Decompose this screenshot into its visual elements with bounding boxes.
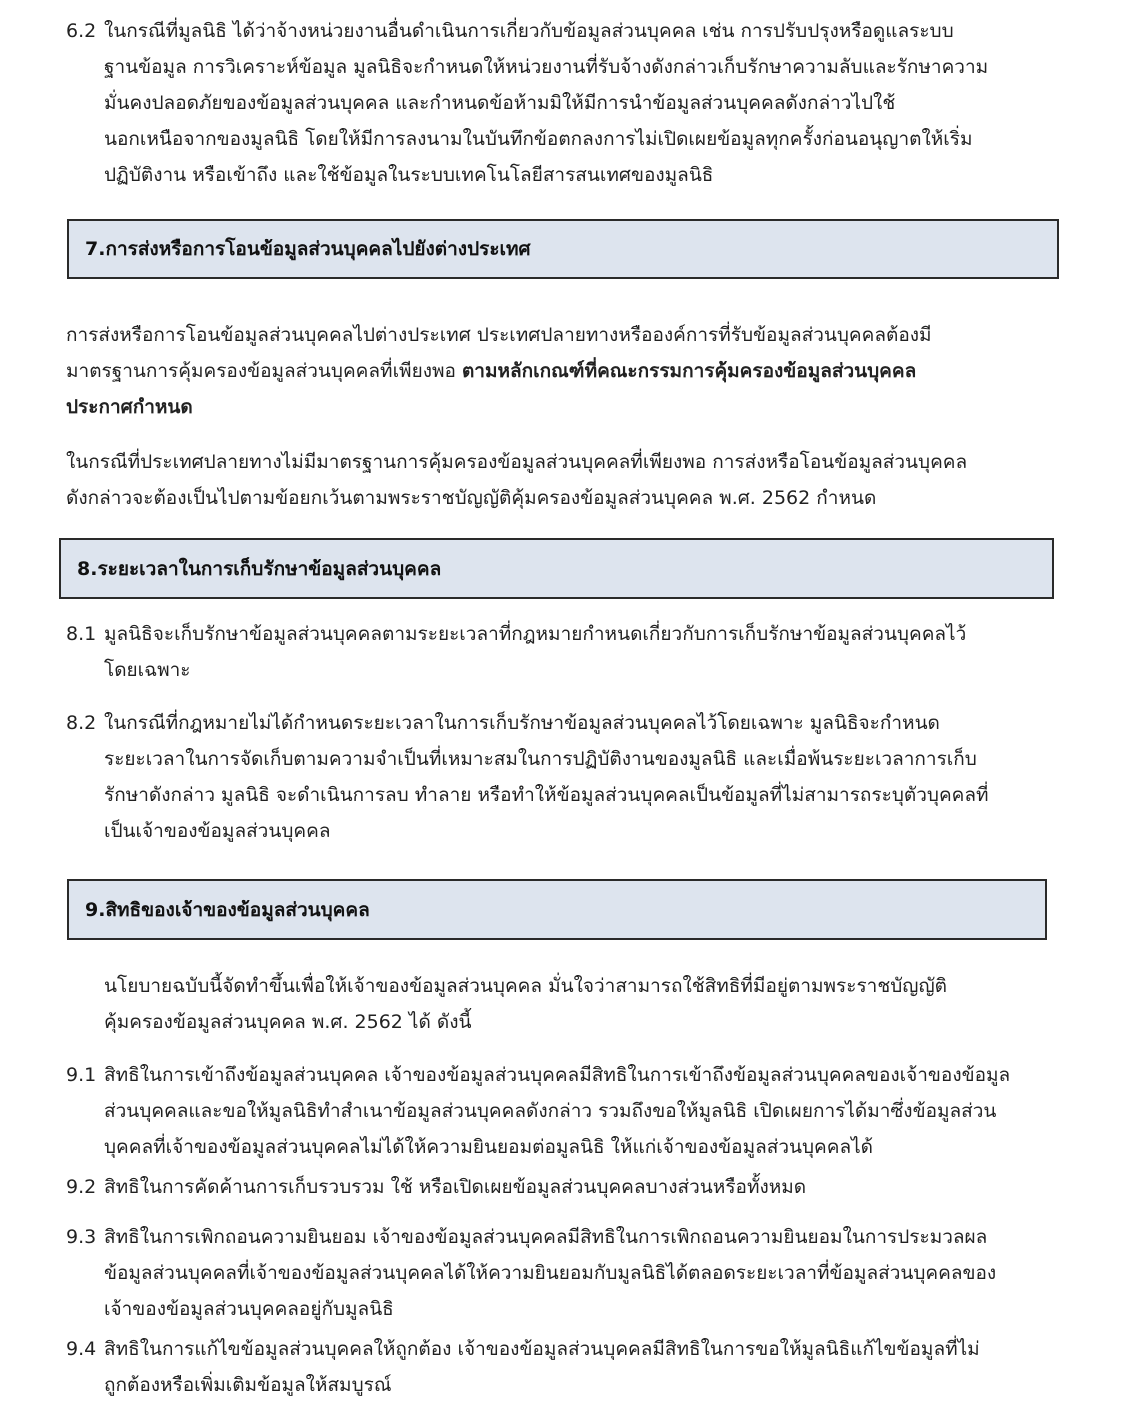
section-number-8-1: 8.1 bbox=[66, 623, 97, 645]
section-number-9-3: 9.3 bbox=[66, 1226, 97, 1248]
text-line: เป็นเจ้าของข้อมูลส่วนบุคคล bbox=[104, 820, 331, 842]
text-line: ฐานข้อมูล การวิเคราะห์ข้อมูล มูลนิธิจะกำหนดให้หน่วยงานที่รับจ้างดังกล่าวเก็บรักษาความลับและรักษาความ bbox=[104, 56, 989, 78]
text-line: สิทธิในการเข้าถึงข้อมูลส่วนบุคคล เจ้าของข้อมูลส่วนบุคคลมีสิทธิในการเข้าถึงข้อมูลส่วนบุคคลของเจ้าของข้อมูล bbox=[104, 1064, 1011, 1086]
section-heading-8 bbox=[59, 538, 1054, 599]
text-line: นอกเหนือจากของมูลนิธิ โดยให้มีการลงนามในบันทึกข้อตกลงการไม่เปิดเผยข้อมูลทุกครั้งก่อนอนุญาตให้เริ่ม bbox=[104, 128, 973, 150]
bold-text-line: ประกาศกำหนด bbox=[66, 396, 193, 418]
text-line: รักษาดังกล่าว มูลนิธิ จะดำเนินการลบ ทำลาย หรือทำให้ข้อมูลส่วนบุคคลเป็นข้อมูลที่ไม่สามารถระบุตัวบุคคลที่ bbox=[104, 784, 989, 806]
text-line: ในกรณีที่มูลนิธิ ได้ว่าจ้างหน่วยงานอื่นดำเนินการเกี่ยวกับข้อมูลส่วนบุคคล เช่น การปรับปรุงหรือดูแลระบบ bbox=[104, 20, 954, 42]
text-line: มูลนิธิจะเก็บรักษาข้อมูลส่วนบุคคลตามระยะเวลาที่กฎหมายกำหนดเกี่ยวกับการเก็บรักษาข้อมูลส่วนบุคคลไว้ bbox=[104, 623, 967, 645]
section-heading-8-label: 8.ระยะเวลาในการเก็บรักษาข้อมูลส่วนบุคคล bbox=[77, 557, 442, 580]
section-9-2-text bbox=[104, 1169, 1069, 1205]
text-line: นโยบายฉบับนี้จัดทำขึ้นเพื่อให้เจ้าของข้อมูลส่วนบุคคล มั่นใจว่าสามารถใช้สิทธิที่มีอยู่ตามพระราชบัญญัติ bbox=[104, 975, 947, 997]
text-line: สิทธิในการคัดค้านการเก็บรวบรวม ใช้ หรือเปิดเผยข้อมูลส่วนบุคคลบางส่วนหรือทั้งหมด bbox=[104, 1176, 807, 1198]
text-segment: มาตรฐานการคุ้มครองข้อมูลส่วนบุคคลที่เพียงพอ bbox=[66, 360, 462, 382]
section-heading-9-label: 9.สิทธิของเจ้าของข้อมูลส่วนบุคคล bbox=[85, 898, 370, 921]
text-line bbox=[66, 353, 1071, 389]
text-line: คุ้มครองข้อมูลส่วนบุคคล พ.ศ. 2562 ได้ ดังนี้ bbox=[104, 1011, 472, 1033]
section-8-1-text bbox=[104, 616, 1069, 688]
text-line: ในกรณีที่ประเทศปลายทางไม่มีมาตรฐานการคุ้มครองข้อมูลส่วนบุคคลที่เพียงพอ การส่งหรือโอนข้อมูลส่วนบุคคล bbox=[66, 451, 968, 473]
text-line: บุคคลที่เจ้าของข้อมูลส่วนบุคคลไม่ได้ให้ความยินยอมต่อมูลนิธิ ให้แก่เจ้าของข้อมูลส่วนบุคคลได้ bbox=[104, 1136, 874, 1158]
section-heading-9 bbox=[67, 879, 1047, 940]
text-line: การส่งหรือการโอนข้อมูลส่วนบุคคลไปต่างประเทศ ประเทศปลายทางหรือองค์การที่รับข้อมูลส่วนบุคคลต้องมี bbox=[66, 324, 932, 346]
section-number-9-2: 9.2 bbox=[66, 1176, 97, 1198]
text-line: ดังกล่าวจะต้องเป็นไปตามข้อยกเว้นตามพระราชบัญญัติคุ้มครองข้อมูลส่วนบุคคล พ.ศ. 2562 กำหนด bbox=[66, 487, 877, 509]
section-number-9-1: 9.1 bbox=[66, 1064, 97, 1086]
bold-text-segment: ตามหลักเกณฑ์ที่คณะกรรมการคุ้มครองข้อมูลส่วนบุคคล bbox=[461, 360, 917, 382]
section-6-2-text bbox=[104, 13, 1069, 193]
section-8-2-text bbox=[104, 705, 1069, 849]
text-line: ปฏิบัติงาน หรือเข้าถึง และใช้ข้อมูลในระบบเทคโนโลยีสารสนเทศของมูลนิธิ bbox=[104, 164, 714, 186]
section-7-paragraph-2 bbox=[66, 444, 1071, 516]
text-line: ถูกต้องหรือเพิ่มเติมข้อมูลให้สมบูรณ์ bbox=[104, 1374, 392, 1396]
section-9-1-text bbox=[104, 1057, 1069, 1165]
text-line: ข้อมูลส่วนบุคคลที่เจ้าของข้อมูลส่วนบุคคลได้ให้ความยินยอมกับมูลนิธิได้ตลอดระยะเวลาที่ข้อมูลส่วนบุคคลของ bbox=[104, 1262, 997, 1284]
text-line: เจ้าของข้อมูลส่วนบุคคลอยู่กับมูลนิธิ bbox=[104, 1298, 394, 1320]
text-line: สิทธิในการเพิกถอนความยินยอม เจ้าของข้อมูลส่วนบุคคลมีสิทธิในการเพิกถอนความยินยอมในการประมวลผล bbox=[104, 1226, 988, 1248]
section-heading-7 bbox=[67, 219, 1059, 279]
section-9-intro bbox=[104, 968, 1069, 1040]
section-7-paragraph-1 bbox=[66, 317, 1071, 425]
section-number-6-2: 6.2 bbox=[66, 20, 97, 42]
section-number-9-4: 9.4 bbox=[66, 1338, 97, 1360]
text-line: ส่วนบุคคลและขอให้มูลนิธิทำสำเนาข้อมูลส่วนบุคคลดังกล่าว รวมถึงขอให้มูลนิธิ เปิดเผยการได้มาซึ่งข้อมูลส่วน bbox=[104, 1100, 997, 1122]
text-line: สิทธิในการแก้ไขข้อมูลส่วนบุคคลให้ถูกต้อง เจ้าของข้อมูลส่วนบุคคลมีสิทธิในการขอให้มูลนิธิแก้ไขข้อมูลที่ไม่ bbox=[104, 1338, 980, 1360]
text-line: ระยะเวลาในการจัดเก็บตามความจำเป็นที่เหมาะสมในการปฏิบัติงานของมูลนิธิ และเมื่อพ้นระยะเวลาการเก็บ bbox=[104, 748, 977, 770]
section-number-8-2: 8.2 bbox=[66, 712, 97, 734]
section-9-3-text bbox=[104, 1219, 1069, 1327]
section-heading-7-label: 7.การส่งหรือการโอนข้อมูลส่วนบุคคลไปยังต่างประเทศ bbox=[85, 238, 531, 260]
section-9-4-text bbox=[104, 1331, 1069, 1403]
text-line: โดยเฉพาะ bbox=[104, 659, 191, 681]
text-line: มั่นคงปลอดภัยของข้อมูลส่วนบุคคล และกำหนดข้อห้ามมิให้มีการนำข้อมูลส่วนบุคคลดังกล่าวไปใช้ bbox=[104, 92, 896, 114]
text-line: ในกรณีที่กฎหมายไม่ได้กำหนดระยะเวลาในการเก็บรักษาข้อมูลส่วนบุคคลไว้โดยเฉพาะ มูลนิธิจะกำหนด bbox=[104, 712, 940, 734]
